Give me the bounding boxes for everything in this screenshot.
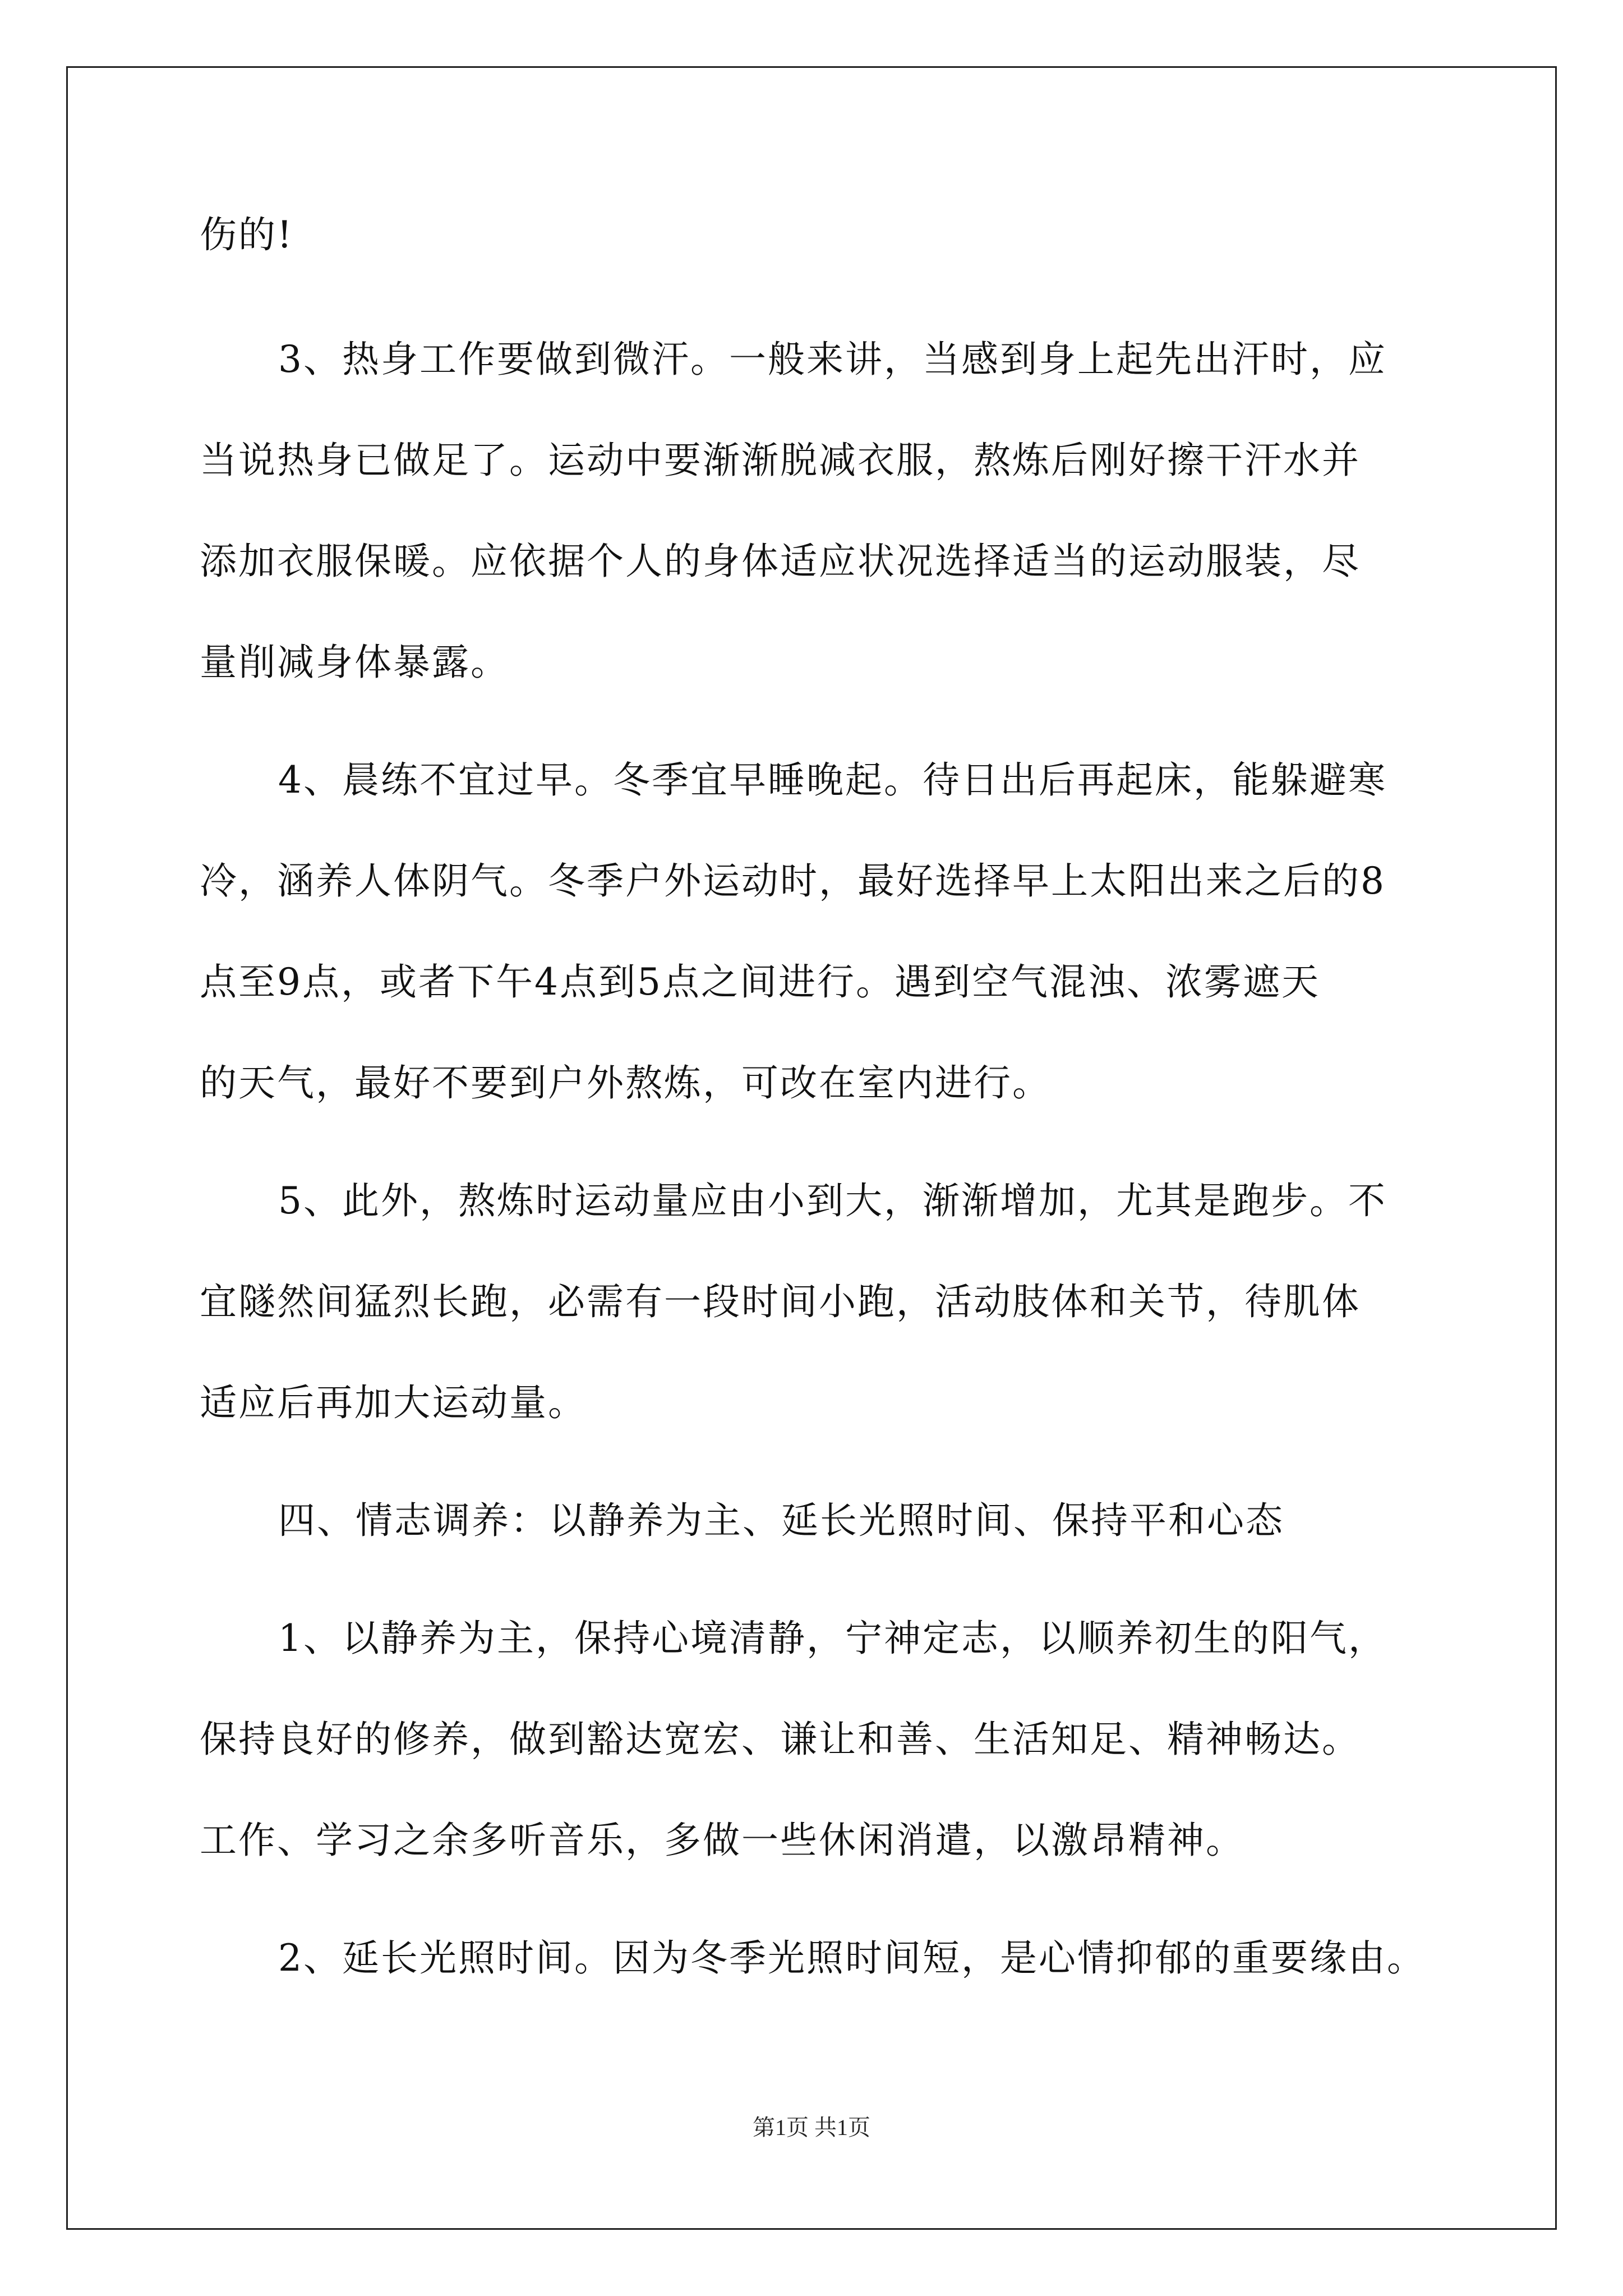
text-line: 5、此外，熬炼时运动量应由小到大，渐渐增加，尤其是跑步。不 (278, 1179, 1387, 1222)
text-line: 保持良好的修养，做到豁达宽宏、谦让和善、生活知足、精神畅达。 (200, 1718, 1361, 1761)
text-line: 3、热身工作要做到微汗。一般来讲，当感到身上起先出汗时，应 (278, 338, 1387, 381)
text-line: 宜隧然间猛烈长跑，必需有一段时间小跑，活动肢体和关节，待肌体 (200, 1280, 1361, 1323)
text-line: 工作、学习之余多听音乐，多做一些休闲消遣，以激昂精神。 (200, 1819, 1244, 1862)
text-line: 1、以静养为主，保持心境清静，宁神定志，以顺养初生的阳气， (278, 1617, 1387, 1660)
text-line: 当说热身已做足了。运动中要渐渐脱减衣服，熬炼后刚好擦干汗水并 (200, 439, 1361, 482)
text-line: 的天气，最好不要到户外熬炼，可改在室内进行。 (200, 1061, 1051, 1105)
text-line: 点至9点，或者下午4点到5点之间进行。遇到空气混浊、浓雾遮天 (200, 960, 1320, 1004)
text-line: 冷，涵养人体阴气。冬季户外运动时，最好选择早上太阳出来之后的8 (200, 859, 1386, 903)
text-line: 伤的! (200, 213, 294, 256)
page-footer: 第1页 共1页 (753, 2115, 870, 2140)
page-border (66, 66, 1557, 2230)
text-line: 适应后再加大运动量。 (200, 1381, 587, 1424)
text-line: 量削减身体暴露。 (200, 641, 509, 684)
text-line: 2、延长光照时间。因为冬季光照时间短，是心情抑郁的重要缘由。 (278, 1936, 1426, 1980)
text-line: 添加衣服保暖。应依据个人的身体适应状况选择适当的运动服装，尽 (200, 540, 1361, 583)
text-line: 4、晨练不宜过早。冬季宜早睡晚起。待日出后再起床，能躲避寒 (278, 758, 1387, 802)
section-heading: 四、情志调养：以静养为主、延长光照时间、保持平和心态 (278, 1499, 1284, 1542)
